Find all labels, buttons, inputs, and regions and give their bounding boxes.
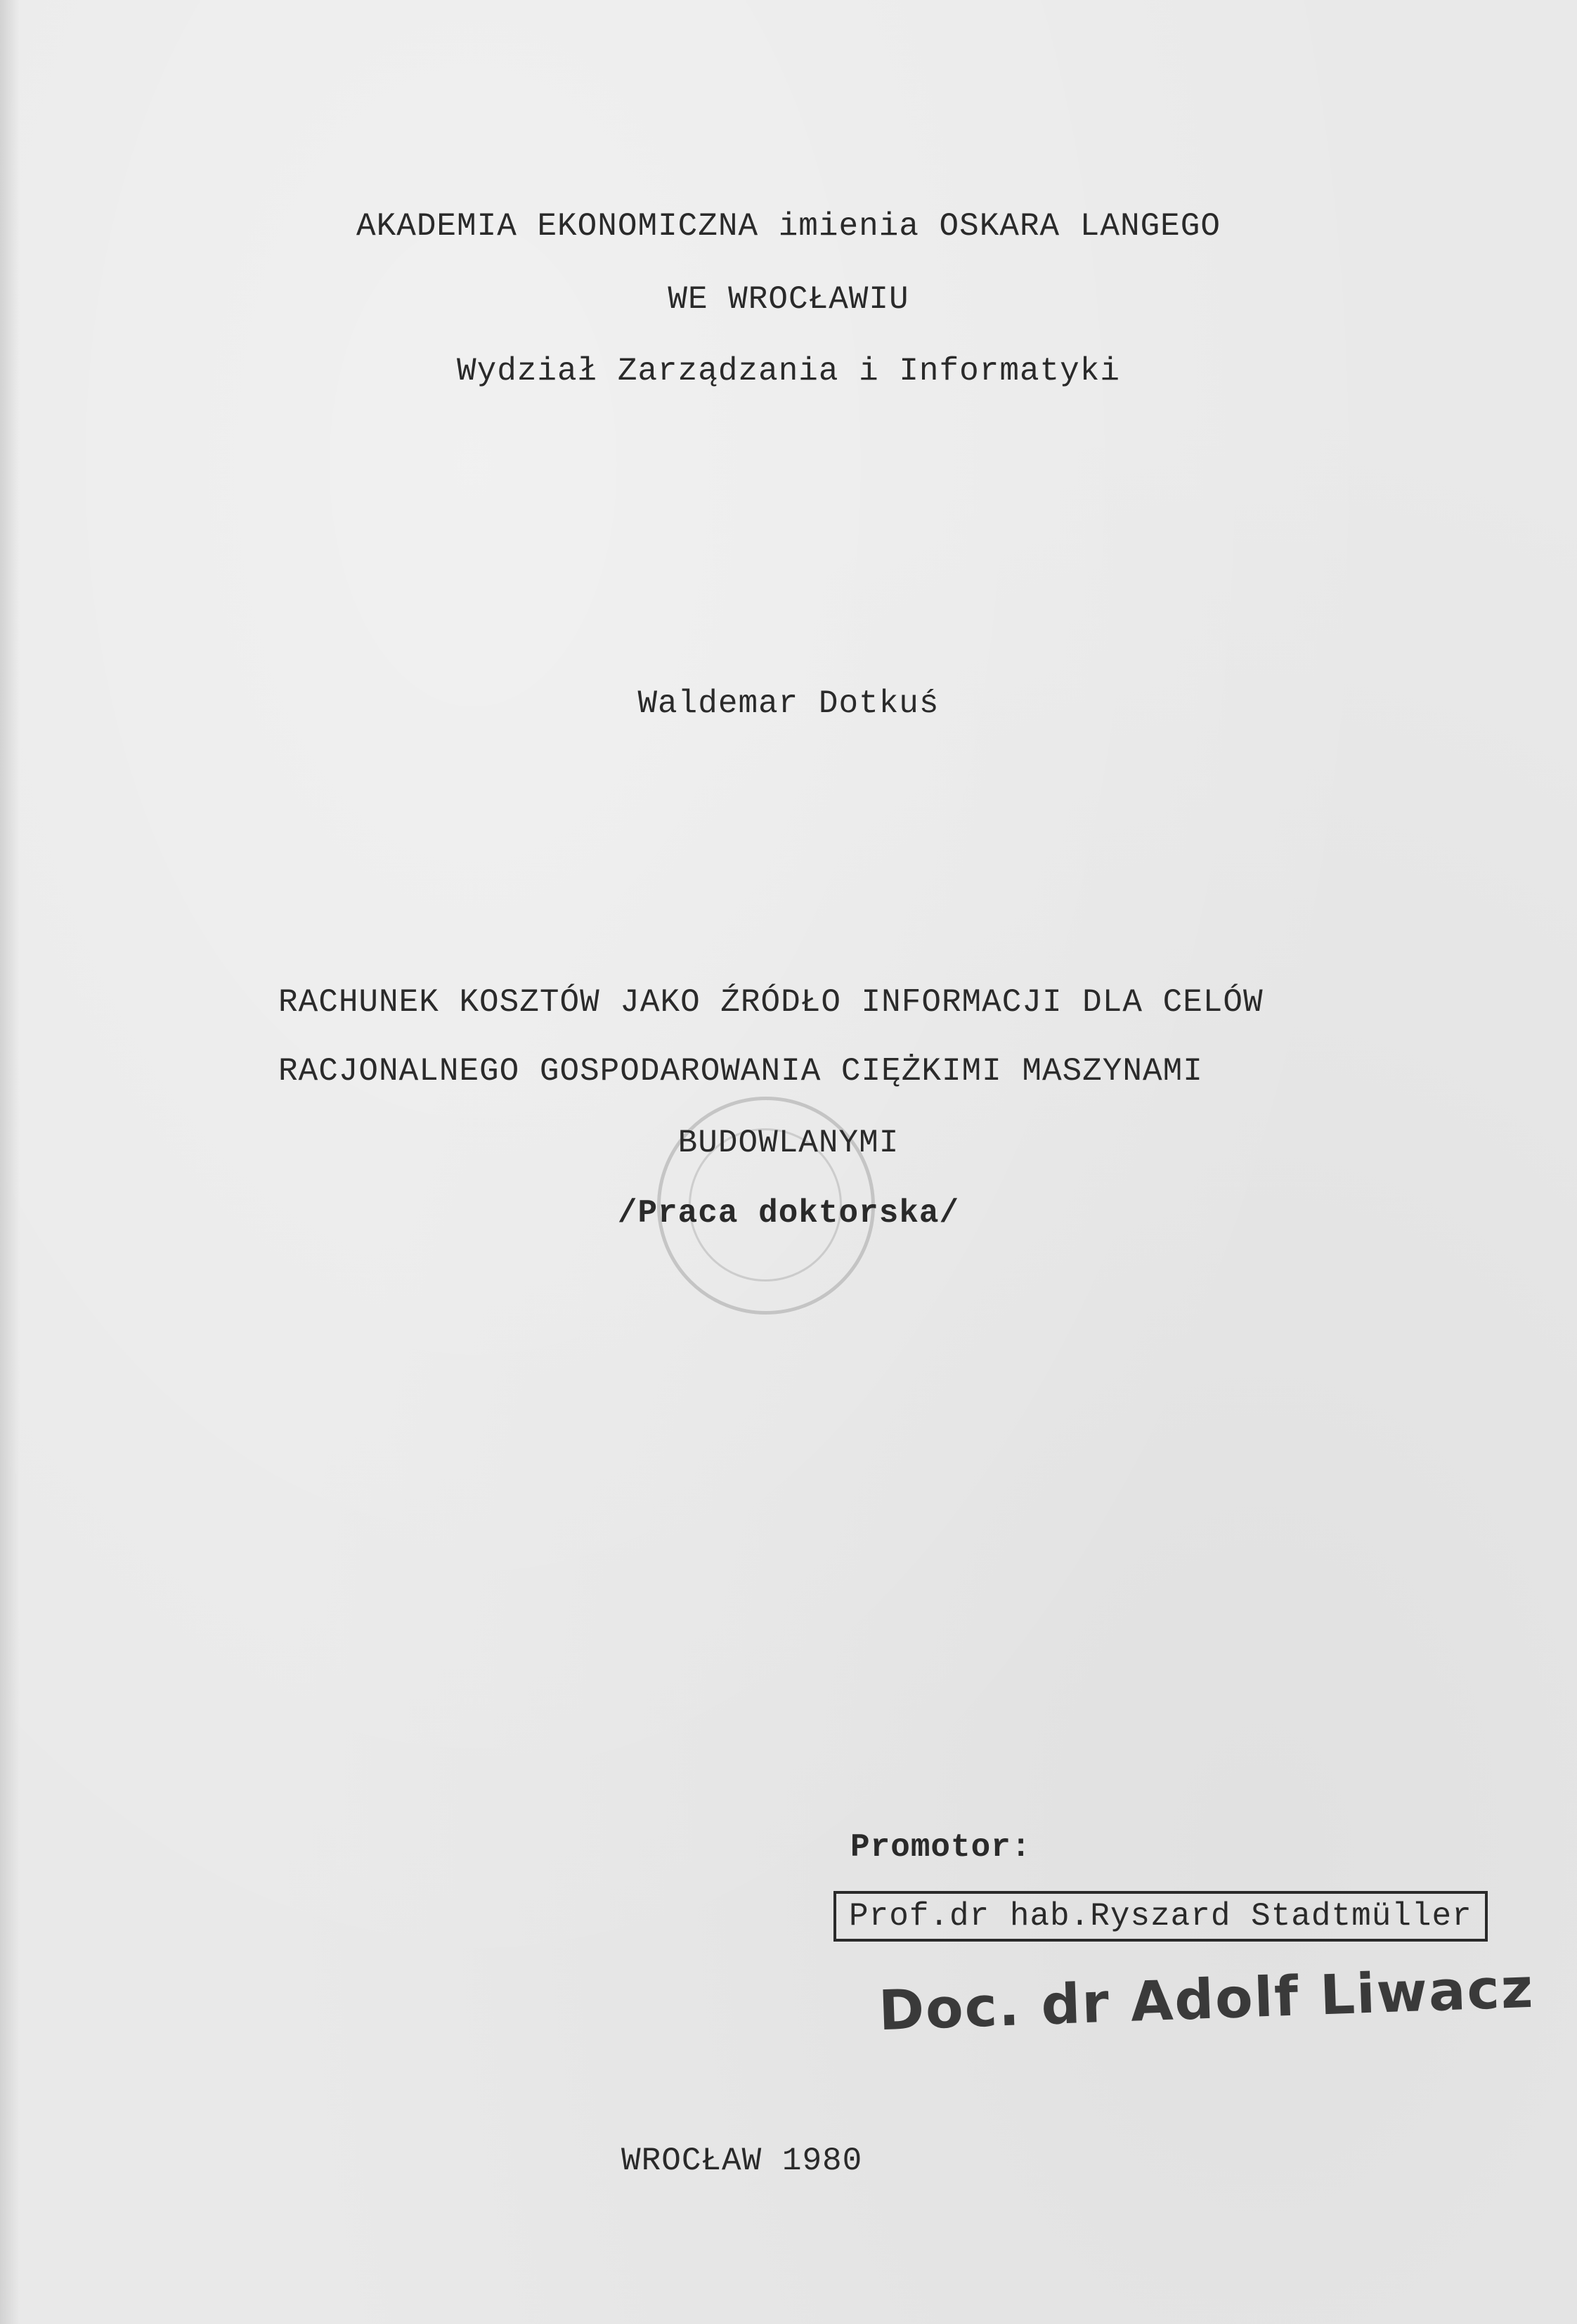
title-line-2: RACJONALNEGO GOSPODAROWANIA CIĘŻKIMI MASZYNAMI (278, 1053, 1203, 1090)
faculty-line: Wydział Zarządzania i Informatyki (457, 353, 1120, 389)
institution-line: AKADEMIA EKONOMICZNA imienia OSKARA LANGEGO (356, 208, 1221, 245)
title-line-1: RACHUNEK KOSZTÓW JAKO ŹRÓDŁO INFORMACJI DLA CELÓW (278, 984, 1264, 1021)
place-and-year: WROCŁAW 1980 (621, 2143, 863, 2179)
promotor-name-box: Prof.dr hab.Ryszard Stadtmüller (833, 1891, 1488, 1942)
author-name: Waldemar Dotkuś (637, 685, 940, 722)
city-line: WE WROCŁAWIU (668, 281, 909, 318)
promotor-label: Promotor: (850, 1829, 1032, 1866)
page-edge-shadow (0, 0, 20, 2324)
handwritten-promotor-note: Doc. dr Adolf Liwacz (877, 1956, 1536, 2044)
thesis-type: /Praca doktorska/ (617, 1195, 960, 1232)
title-line-3: BUDOWLANYMI (677, 1125, 900, 1161)
